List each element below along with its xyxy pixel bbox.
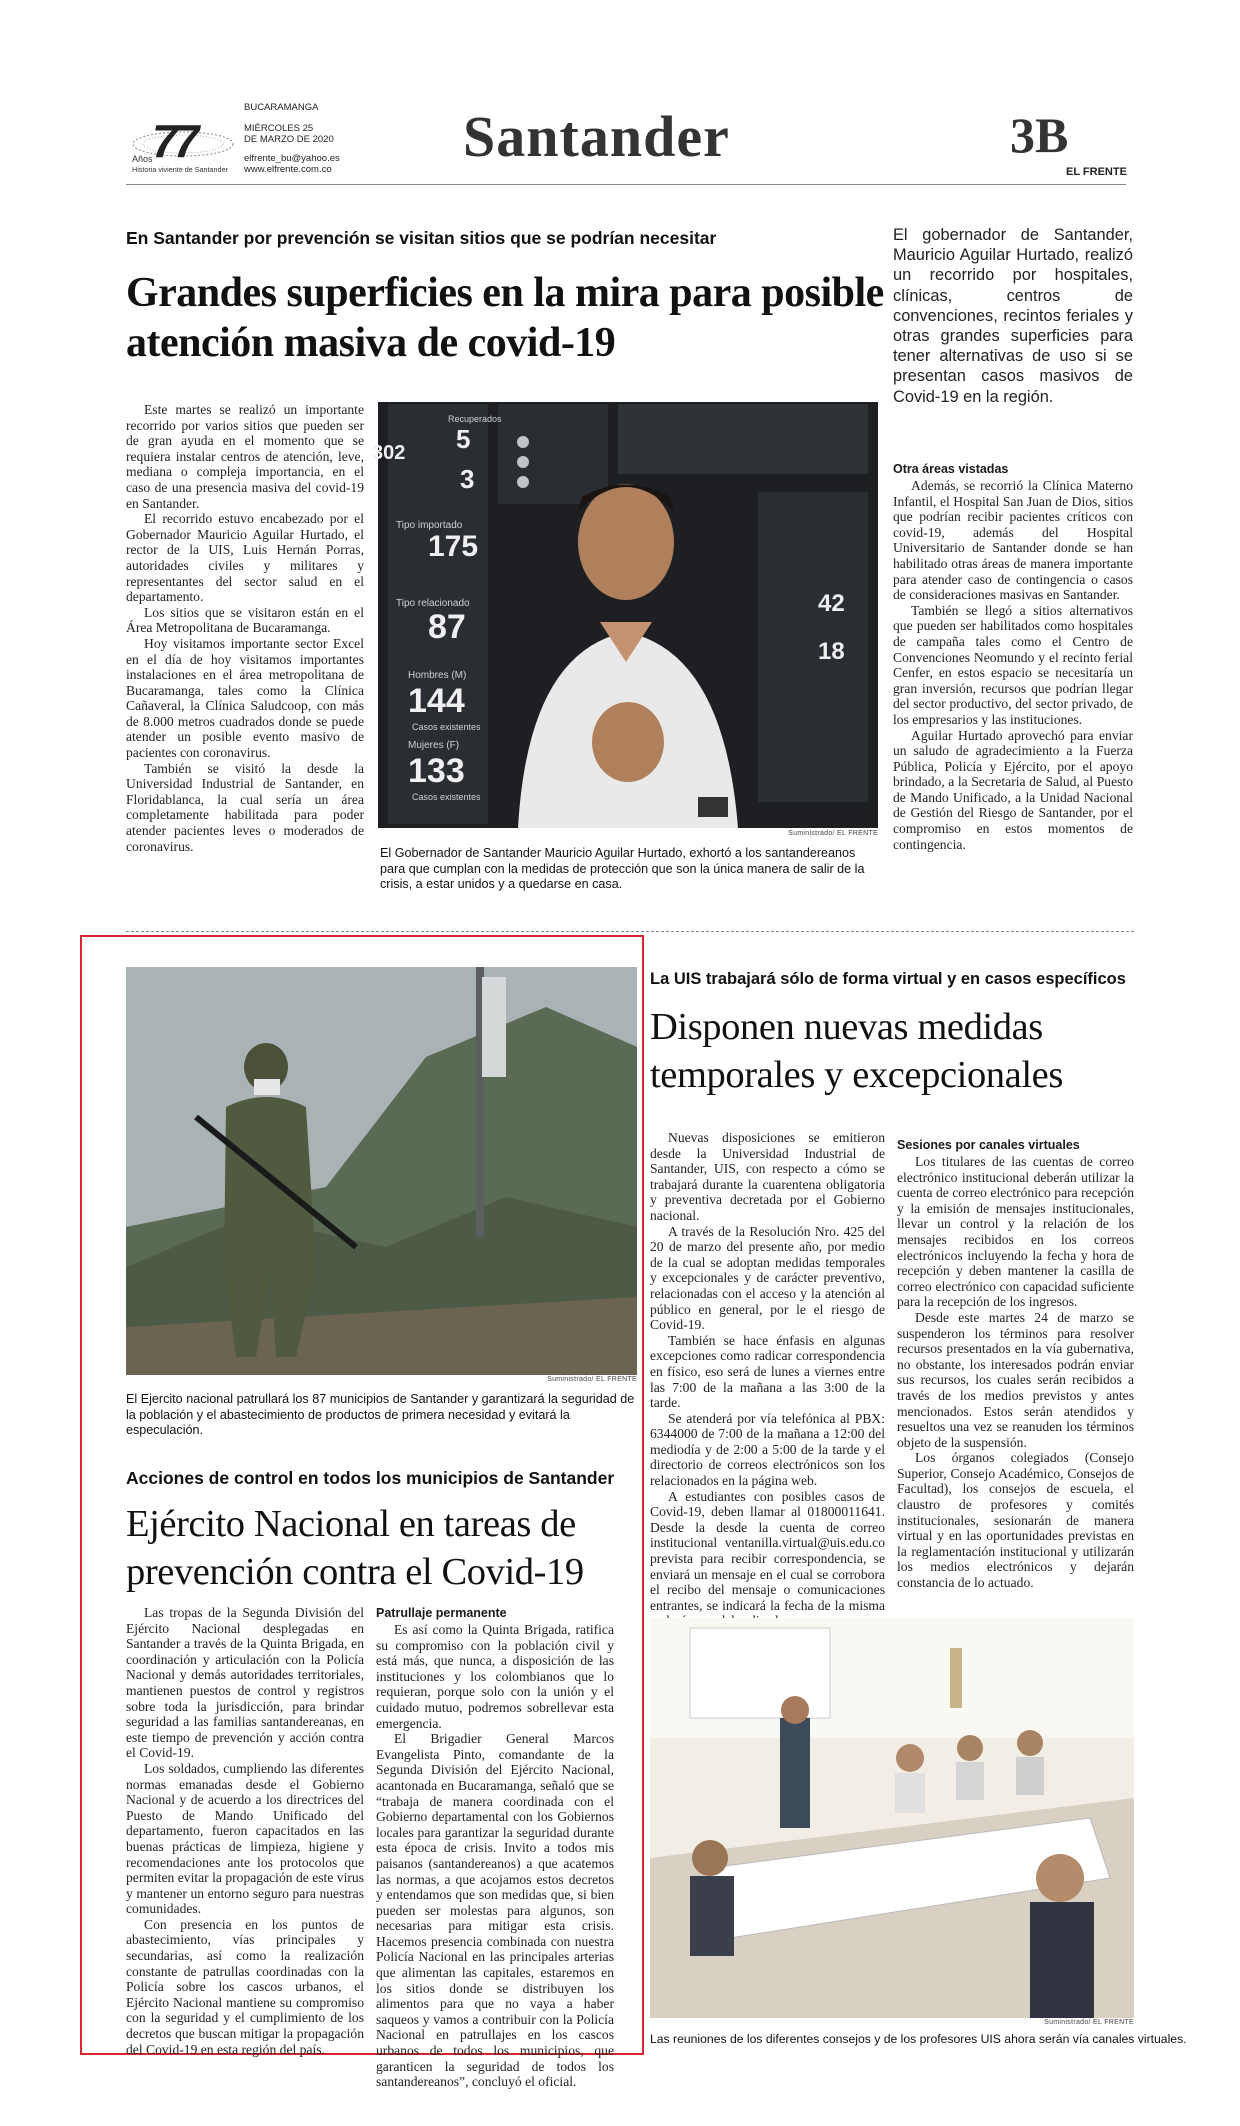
article1-paragraph: Este martes se realizó un importante recorrido por varios sitios que pueden ser de gran ayuda en el momento que se requiera instalar centros de atención, leve, mediana o compleja importancia, en el caso de una presencia masiva del covid-19 en Santander. bbox=[126, 402, 364, 511]
meeting-photo-credit: Suministrado/ EL FRENTE bbox=[1044, 2019, 1134, 2026]
article1-paragraph: También se llegó a sitios alternativos que pueden ser habilitados como hospitales de campaña tales como el Centro de Convenciones Neomundo y el recinto ferial Cenfer, en estos espacio se necesitaría un gran inversión, recursos que podrían llegar del sector productivo, del sector privado, de los empresarios y las instituciones. bbox=[893, 602, 1133, 727]
logo-tagline: Historia viviente de Santander bbox=[132, 165, 228, 174]
article2-paragraph: Es así como la Quinta Brigada, ratifica su compromiso con la población civil y está más, que nunca, a disposición de las instituciones y los colombianos que lo requieran, porque solo con la unión y el cuidado mutuo, podremos sobrellevar esta emergencia. bbox=[376, 1622, 614, 1731]
governor-photo-caption: El Gobernador de Santander Mauricio Aguilar Hurtado, exhortó a los santandereanos para que cumplan con la medidas de protección que son la única manera de salir de la crisis, a estar unidos y a quedarse en casa. bbox=[380, 846, 865, 891]
section-divider bbox=[126, 931, 1134, 932]
article3-paragraph: Los titulares de las cuentas de correo electrónico institucional deberán utilizar la cuenta de correo electrónico para recepción y la emisión de mensajes institucionales, llevar un control y la relación de los mensajes recibidos en los correos electrónicos incluyendo la fecha y hora de recepción y deben mantener la casilla de correo electrónico con capacidad suficiente para la recepción de los ingresos. bbox=[897, 1154, 1134, 1310]
article1-kicker: En Santander por prevención se visitan sitios que se podrían necesitar bbox=[126, 228, 717, 248]
dashboard-hombres-sub: Casos existentes bbox=[412, 722, 481, 732]
article2-paragraph: El Brigadier General Marcos Evangelista Pinto, comandante de la Segunda División del Ejército Nacional, acantonada en Bucaramanga, señaló que se “trabaja de manera coordinada con el Gobierno departamental con los Gobiernos locales para garantizar la seguridad durante esta época de crisis. Invito a todos mis paisanos (santandereanos) a que acatemos las normas, a que acojamos estos decretos y entendamos que son medidas que, si bien pueden ser molestas para algunos, son necesarias para mitigar esta crisis. Hacemos presencia combinada con nuestra Policía Nacional en las principales arterias que alimentan las capitales, estaremos en los sitios donde se distribuyen los alimentos para que no vaya a haber saqueos y vamos a contribuir con la Policía Nacional en patrullajes en los cascos urbanos de todos los municipios, que garanticen la seguridad de todos los santandereanos”, concluyó el oficial. bbox=[376, 1731, 614, 2090]
meeting-illustration bbox=[650, 1618, 1134, 2018]
dashboard-fallecidos-value: 3 bbox=[460, 464, 475, 494]
anniversary-logo bbox=[128, 115, 238, 182]
dashboard-relacionado-value: 87 bbox=[428, 608, 466, 646]
article3-paragraph: Se atenderá por vía telefónica al PBX: 6344000 de 7:00 de la mañana a 12:00 del mediodía y de 2:00 a 5:00 de la tarde y el directorio de correos electrónicos son los relacionados en la página web. bbox=[650, 1410, 885, 1489]
article2-paragraph: Las tropas de la Segunda División del Ejército Nacional desplegadas en Santander a través de la Quinta Brigada, en coordinación y articulación con la Policía Nacional y demás autoridades territoriales, mantienen puestos de control y registros sobre toda la jurisdicción, para brindar seguridad a las familias santandereanas, en este tiempo de prevención y acción contra el Covid-19. bbox=[126, 1605, 364, 1761]
article1-col1 bbox=[126, 402, 364, 854]
article1-paragraph: Hoy visitamos importante sector Excel en el día de hoy visitamos importantes instalaciones en el área metropolitana de Bucaramanga, tales como la Clínica Cañaveral, la Clínica Saludcoop, con más de 8.000 metros cuadrados donde se puede atender un posible evento masivo de pacientes con coronavirus. bbox=[126, 635, 364, 761]
brand-name: EL FRENTE bbox=[1066, 166, 1127, 178]
dashboard-right-value-b: 18 bbox=[818, 638, 845, 665]
masthead-website[interactable]: www.elfrente.com.co bbox=[244, 164, 332, 175]
article1-subhead: Otra áreas vistadas bbox=[893, 462, 1009, 476]
article2-col1 bbox=[126, 1605, 364, 2057]
dashboard-right-value-a: 42 bbox=[818, 590, 845, 617]
article1-col3 bbox=[893, 460, 1133, 852]
meeting-photo-caption: Las reuniones de los diferentes consejos y de los profesores UIS ahora serán vía canales virtuales. bbox=[650, 2032, 1187, 2046]
dashboard-importado-value: 175 bbox=[428, 530, 479, 563]
article3-paragraph: Nuevas disposiciones se emitieron desde la Universidad Industrial de Santander, UIS, con respecto a cómo se trabajará durante la cuarentena obligatoria y preventiva decretada por el Gobierno nacional. bbox=[650, 1130, 885, 1223]
dashboard-recuperados-value: 5 bbox=[456, 424, 471, 454]
dashboard-recuperados-label: Recuperados bbox=[448, 414, 502, 424]
soldier-photo-caption: El Ejercito nacional patrullará los 87 municipios de Santander y garantizará la seguridad de la población y el abastecimiento de productos de primera necesidad y evitará la especulación. bbox=[126, 1392, 635, 1437]
article3-paragraph: Los órganos colegiados (Consejo Superior, Consejo Académico, Consejos de Facultad), los consejos de escuela, el claustro de profesores y comités institucionales, sesionarán de manera virtual y en las oportunidades previstas en la reglamentación institucional y utilizarán los medios electrónicos y dejarán constancia de lo actuado. bbox=[897, 1450, 1134, 1591]
meeting-photo bbox=[650, 1618, 1134, 2018]
governor-photo bbox=[372, 402, 878, 828]
page-number: 3B bbox=[1010, 107, 1069, 163]
masthead-date-2: DE MARZO DE 2020 bbox=[244, 134, 334, 145]
logo-word: Años bbox=[132, 154, 153, 164]
masthead-email[interactable]: elfrente_bu@yahoo.es bbox=[244, 153, 340, 164]
article2-paragraph: Los soldados, cumpliendo las diferentes normas emanadas desde el Gobierno Nacional y de acuerdo a los directrices del Puesto de Mando Unificado del departamento, fueron capacitados en las buenas prácticas de limpieza, higiene y recomendaciones ante los protocolos que permiten evitar la propagación de este virus y mantener un entorno seguro para nuestras comunidades. bbox=[126, 1760, 364, 1917]
article1-paragraph: También se visitó la desde la Universidad Industrial de Santander, en Floridablanca, la cual sería un área completamente habilitada para poder atender pacientes leves o moderados de coronavirus. bbox=[126, 760, 364, 854]
masthead-city: BUCARAMANGA bbox=[244, 102, 319, 113]
dashboard-mujeres-sub: Casos existentes bbox=[412, 792, 481, 802]
dashboard-hombres-value: 144 bbox=[408, 682, 465, 720]
article2-title: Ejército Nacional en tareas de prevención contra el Covid-19 bbox=[126, 1503, 584, 1593]
dashboard-relacionado-label: Tipo relacionado bbox=[396, 598, 470, 609]
article1-paragraph: Los sitios que se visitaron están en el Área Metropolitana de Bucaramanga. bbox=[126, 604, 364, 636]
article3-title: Disponen nuevas medidas temporales y excepcionales bbox=[650, 1006, 1063, 1096]
masthead-info bbox=[244, 102, 340, 175]
dashboard-hombres-label: Hombres (M) bbox=[408, 670, 467, 681]
article1-paragraph: El recorrido estuvo encabezado por el Gobernador Mauricio Aguilar Hurtado, el rector de la UIS, Luis Hernán Porras, autoridades civiles y militares y representantes del sector salud en el departamento. bbox=[126, 511, 364, 605]
article1-title: Grandes superficies en la mira para posible atención masiva de covid-19 bbox=[126, 270, 884, 366]
article2-col2 bbox=[376, 1604, 614, 2090]
dashboard-importado-label: Tipo importado bbox=[396, 520, 463, 531]
soldier-illustration bbox=[126, 967, 637, 1375]
masthead bbox=[0, 0, 1240, 200]
article3-col2 bbox=[897, 1136, 1134, 1591]
article3-paragraph: A través de la Resolución Nro. 425 del 20 de marzo del presente año, por medio de la cual se adoptan medidas temporales y excepcionales y de carácter preventivo, relacionadas con el acceso y la atención al público en general, por le el riesgo de Covid-19. bbox=[650, 1223, 885, 1333]
article3-paragraph: También se hace énfasis en algunas excepciones como radicar correspondencia en físico, eso será de lunes a viernes entre las 7:00 de la mañana a las 3:00 de la tarde. bbox=[650, 1332, 885, 1411]
logo-number: 77 bbox=[152, 115, 196, 167]
article3-kicker: La UIS trabajará sólo de forma virtual y en casos específicos bbox=[650, 970, 1126, 988]
article1-paragraph: Aguilar Hurtado aprovechó para enviar un saludo de agradecimiento a la Fuerza Pública, Policía y Ejército, por el apoyo brindado, a la Secretaria de Salud, al Puesto de Mando Unificado, a la Unidad Nacional de Gestión del Riesgo de Santander, por el compromiso en estos momentos de contingencia. bbox=[893, 727, 1133, 852]
dashboard-mujeres-label: Mujeres (F) bbox=[408, 740, 460, 751]
article2-kicker: Acciones de control en todos los municipios de Santander bbox=[126, 1468, 615, 1488]
dashboard-total-value: 302 bbox=[372, 442, 406, 464]
governor-photo-credit: Suministrado/ EL FRENTE bbox=[788, 830, 878, 837]
soldier-photo bbox=[126, 967, 637, 1375]
article3-subhead: Sesiones por canales virtuales bbox=[897, 1138, 1080, 1152]
masthead-date-1: MIÉRCOLES 25 bbox=[244, 123, 314, 134]
section-title: Santander bbox=[463, 104, 730, 169]
article2-subhead: Patrullaje permanente bbox=[376, 1606, 507, 1620]
article3-col1 bbox=[650, 1130, 885, 1629]
article2-paragraph: Con presencia en los puntos de abastecimiento, vías principales y secundarias, así como la realización constante de patrullas coordinadas con la Policía sobre los cascos urbanos, el Ejército Nacional mantiene su compromiso con la seguridad y el cumplimiento de los decretos que buscan mitigar la propagación del Covid-19 en esta región del país. bbox=[126, 1916, 364, 2057]
dashboard-mujeres-value: 133 bbox=[408, 752, 465, 790]
article1-lead: El gobernador de Santander, Mauricio Aguilar Hurtado, realizó un recorrido por hospitales, clínicas, centros de convenciones, recintos feriales y otras grandes superficies para tener alternativas de uso si se presentan casos masivos de Covid-19 en la región. bbox=[893, 226, 1133, 406]
masthead-rule bbox=[126, 184, 1126, 185]
soldier-photo-credit: Suministrado/ EL FRENTE bbox=[547, 1376, 637, 1383]
article3-paragraph: A estudiantes con posibles casos de Covid-19, deben llamar al 01800011641. Desde la desde la cuenta de correo institucional ventanilla.virtual@uis.edu.co prevista para recibir correspondencia, se enviará un mensaje en el cual se corrobora el recibo del mensaje o comunicaciones entrantes, se indicará la fecha de la misma bbox=[650, 1488, 885, 1613]
article1-paragraph: Además, se recorrió la Clínica Materno Infantil, el Hospital San Juan de Dios, sitios que podrían recibir pacientes críticos con covid-19, además del Hospital Universitario de Santander donde se han habilitado otras áreas de manera importante para atender caso de contingencia o casos de consideraciones masivas en Santander. bbox=[893, 478, 1133, 603]
article3-paragraph: Desde este martes 24 de marzo se suspenderon los términos para resolver recursos presentados en la vía gubernativa, no obstante, los interesados podrán enviar sus recursos, los cuales serán recibidos a través de los medios previstos y antes mencionados. Estos serán atendidos y resueltos una vez se reanuden los términos objeto de la suspensión. bbox=[897, 1309, 1134, 1450]
